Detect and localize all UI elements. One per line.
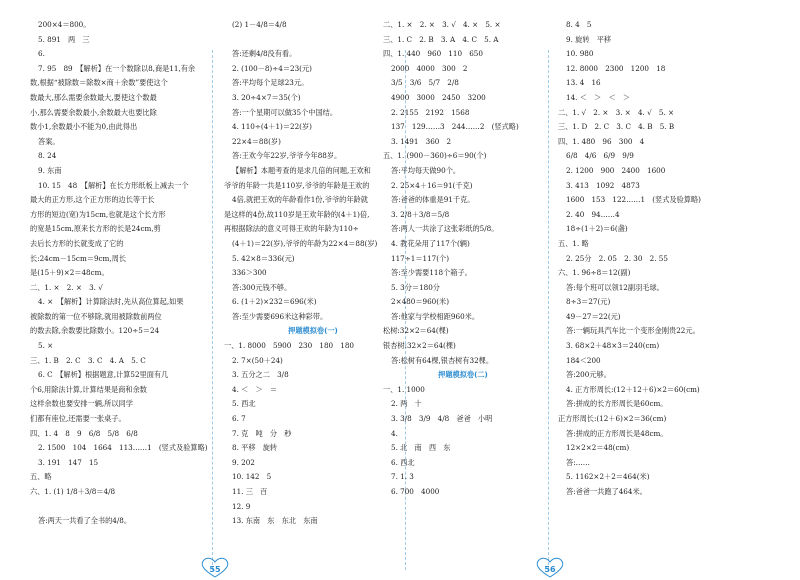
answer-line: 49－27＝22(元)	[566, 311, 621, 321]
answer-line: 4. 正方形周长:(12＋12＋6)×2＝60(cm)	[566, 384, 700, 394]
section-title: 押题模拟卷(一)	[288, 326, 338, 336]
answer-line: 18÷(1＋2)＝6(盏)	[566, 224, 628, 234]
column-divider	[212, 50, 213, 570]
answer-column-2	[224, 18, 402, 529]
answer-line: 6. C 【解析】根据题意,计算52里面有几	[38, 370, 169, 380]
answer-line: 4. × 【解析】计算除法时,先从高位算起,如果	[38, 297, 184, 307]
answer-line: 13. 东南 东 东北 东南	[232, 516, 318, 526]
answer-line: 14. ＜ ＞ ＜ ＞	[566, 92, 631, 102]
answer-line: 10. 142 5	[232, 472, 272, 482]
answer-line: 数小1,余数最小不能为0,由此得出	[30, 122, 138, 132]
answer-line: 5. 1162×2＋2＝464(米)	[566, 472, 650, 482]
answer-line: 2. 25分 2. 05 2. 30 2. 55	[566, 253, 668, 263]
answer-line: 4倍,就把王欢的年龄看作1份,爷爷的年龄就	[232, 195, 368, 205]
answer-line: 7. 1. 3	[391, 472, 414, 482]
answer-line: 答:两天一共看了全书的4/8。	[38, 516, 132, 526]
answer-line: 5. 3分＝180分	[391, 282, 440, 292]
answer-line: 答:至少需要118个箱子。	[391, 268, 472, 278]
answer-line: 答:平均每天做90个。	[391, 165, 461, 175]
page-number-right: 56	[544, 565, 556, 574]
answer-line: 1600 153 122……1 (竖式及验算略)	[566, 195, 701, 205]
answer-line: 小,那么需要余数最小,余数最大也要比除	[30, 107, 157, 117]
answer-line: 长:24cm－15cm＝9cm,周长	[30, 253, 127, 263]
answer-line: 2. 两 十	[391, 399, 422, 409]
answer-line: 12. 8000 2300 1200 18	[566, 63, 666, 73]
answer-line: 答:至少需要696米这种彩带。	[232, 311, 328, 321]
answer-line: 8÷3＝27(元)	[566, 297, 611, 307]
answer-line: 10. 15 48 【解析】在长方形纸板上减去一个	[38, 180, 189, 190]
answer-line: 二、1. × 2. × 3. √ 4. × 5. ×	[383, 20, 501, 29]
answer-line: 4.	[391, 428, 398, 438]
answer-line: (4＋1)＝22(岁),爷爷的年龄为22×4＝88(岁)	[232, 238, 378, 248]
answer-line: 是(15＋9)×2＝48cm。	[30, 268, 109, 278]
answer-line: 5. 北 南 西 东	[391, 443, 451, 453]
answer-column-4	[558, 18, 788, 500]
answer-line: 四、1. 4 8 9 6/8 5/8 6/8	[30, 428, 138, 438]
answer-line: 3. 20÷4×7＝35(个)	[232, 92, 301, 102]
answer-line: 22×4＝88(岁)	[232, 136, 281, 146]
answer-line: 7. 95 89 【解析】在一个数除以8,商是11,有余	[38, 63, 196, 73]
answer-line: 6. 700 4000	[391, 487, 440, 496]
answer-column-1	[30, 18, 208, 529]
answer-line: 8. 平移 旋转	[232, 443, 278, 453]
answer-line: 6. 7	[232, 414, 246, 424]
answer-line: 3. 68×2＋48×3＝240(cm)	[566, 341, 660, 351]
answer-line: 8. 24	[38, 151, 57, 161]
answer-line: 5. 西北	[232, 399, 256, 409]
answer-line: 答:200元够。	[566, 370, 611, 380]
answer-line: 3/5 3/6 5/7 2/8	[391, 78, 459, 88]
answer-line: 们都有座位,还需要一张桌子。	[30, 414, 126, 424]
answer-line: 五、略	[30, 472, 52, 482]
answer-line: 2. 40 94……4	[566, 209, 620, 219]
answer-line: 答:……	[566, 457, 590, 467]
answer-line: 的宽是15cm,原来长方形的长是24cm,剪	[30, 224, 161, 234]
answer-line: 13. 4 16	[566, 78, 601, 88]
answer-line: 三、1. B 2. C 3. C 4. A 5. C	[30, 355, 146, 365]
answer-line: 六、1. (1) 1/8＋3/8＝4/8	[30, 487, 116, 496]
answer-line: 答:还剩4/8没有看。	[232, 49, 297, 59]
answer-line: 答案。	[38, 136, 60, 146]
answer-line: 7. 克 吨 分 秒	[232, 428, 292, 438]
answer-line: 3. 413 1092 4873	[566, 180, 640, 190]
answer-line: 答:拼成的长方形周长是60cm。	[566, 399, 668, 409]
answer-line: 184＜200	[566, 355, 601, 365]
answer-line: 最大的正方形,这个正方形的边长等于长	[30, 195, 155, 205]
answer-line: 数最大,那么需要余数最大,要使这个数最	[30, 92, 157, 102]
answer-line: 8. 4 5	[566, 20, 592, 29]
answer-line: 答:王欢今年22岁,爷爷今年88岁。	[232, 151, 342, 161]
answer-line: 117÷1＝117(个)	[391, 253, 450, 263]
answer-line: 5. 891 两 三	[38, 34, 90, 44]
answer-line: 爷爷的年龄一共是110岁,爷爷的年龄是王欢的	[224, 180, 370, 190]
answer-line: 2. 2155 2192 1568	[391, 107, 470, 117]
answer-line: 3. 五分之二 3/8	[232, 370, 289, 380]
answer-line	[30, 500, 208, 515]
answer-line: 12. 9	[232, 501, 251, 511]
answer-line: 【解析】本题考查的是求几倍的问题,王欢和	[232, 165, 371, 175]
answer-line: 答:一个星期可以做35个中国结。	[232, 107, 338, 117]
answer-line: 答:300元钱不够。	[232, 282, 292, 292]
answer-line: 137 129……3 244……2 (竖式略)	[391, 122, 519, 132]
answer-line: 12×2×2＝48(cm)	[566, 443, 630, 453]
answer-line: 3. 3/8 3/9 4/8 爸爸 小明	[391, 414, 493, 424]
answer-line: 10. 980	[566, 49, 594, 59]
answer-line: 二、1. √ 2. × 3. × 4. √ 5. ×	[558, 107, 675, 117]
answer-line: 松树:32×2＝64(棵)	[383, 326, 449, 336]
answer-line: 5. ×	[38, 341, 54, 351]
answer-line: 2000 4000 300 2	[391, 63, 468, 73]
answer-line: 四、1. 480 96 300 4	[558, 136, 645, 146]
answer-line: 4. ＜ ＞ ＝	[232, 384, 278, 394]
answer-line	[224, 33, 402, 48]
answer-line: 答:每个班可以领12副羽毛球。	[566, 282, 664, 292]
answer-line: 五、1. (900－360)÷6＝90(个)	[383, 151, 487, 161]
answer-line: 五、1. 略	[558, 238, 589, 248]
answer-line: 四、1. 440 960 110 650	[383, 49, 483, 59]
answer-line: 银杏树:32×2＝64(棵)	[383, 341, 456, 351]
page-number-left: 55	[209, 565, 221, 574]
section-title: 押题模拟卷(二)	[438, 370, 488, 380]
answer-line: 答:拼成的正方形周长是48cm。	[566, 428, 668, 438]
answer-line: 6.	[38, 49, 45, 59]
answer-line: 三、1. C 2. B 3. A 4. C 5. A	[383, 34, 499, 44]
answer-line: 2. (100－8)÷4＝23(元)	[232, 63, 312, 73]
answer-line: 6. 西北	[391, 457, 415, 467]
answer-line: 六、1. 96÷8＝12(副)	[558, 268, 631, 278]
answer-line: 三、1. D 2. C 3. C 4. B 5. B	[558, 122, 675, 132]
answer-line: 答:松树有64棵,银杏树有32棵。	[391, 355, 494, 365]
answer-line: 一、1. 1000	[383, 384, 425, 394]
answer-line: 4. 教花朵用了117个(辆)	[391, 238, 470, 248]
answer-line: 4. 110÷(4＋1)＝22(岁)	[232, 122, 312, 132]
answer-line: 3. 2/8＋3/8＝5/8	[391, 209, 450, 219]
answer-line: 2. 1200 900 2400 1600	[566, 165, 666, 175]
answer-line: 2. 7×(50＋24)	[232, 355, 283, 365]
column-divider	[548, 50, 549, 570]
answer-line: 4900 3000 2450 3200	[391, 92, 486, 102]
answer-line: 答:两人一共涂了这张彩纸的5/8。	[391, 224, 499, 234]
answer-line: 11. 三 百	[232, 487, 268, 496]
answer-line: 6/8 4/6 6/9 9/9	[566, 151, 634, 161]
answer-line: 这样余数也要安排一辆,所以同学	[30, 399, 133, 409]
answer-line: 的数去除,余数要比除数小。120÷5＝24	[30, 326, 160, 336]
answer-line: 正方形周长:(12＋6)×2＝36(cm)	[558, 414, 667, 424]
answer-line: 9. 东南	[38, 165, 62, 175]
answer-line: 9. 202	[232, 457, 255, 467]
answer-line: 3. 1491 360 2	[391, 136, 452, 146]
answer-line: 个6,用除法计算,计算结果是商和余数	[30, 384, 147, 394]
answer-line: 答:爸爸的体重是91千克。	[391, 195, 475, 205]
answer-line: 2. 25×4＋16＝91(千克)	[391, 180, 473, 190]
answer-line: 再根据除法的意义可得王欢的年龄为110÷	[224, 224, 359, 234]
answer-line: (2) 1－4/8＝4/8	[232, 20, 287, 29]
answer-line: 数,根据“被除数＝除数×商＋余数”要使这个	[30, 78, 168, 88]
answer-line: 200×4＝800。	[38, 20, 91, 29]
answer-line: 5. 42×8＝336(元)	[232, 253, 295, 263]
answer-line: 一、1. 8000 5900 230 180 180	[224, 341, 355, 351]
answer-line: 方形的短边(宽)为15cm,也就是这个长方形	[30, 209, 166, 219]
answer-line: 3. 191 147 15	[38, 457, 99, 467]
answer-line: 9. 旋转 平移	[566, 34, 612, 44]
answer-line: 6. (1＋2)×232＝696(米)	[232, 297, 317, 307]
answer-column-3	[383, 18, 543, 500]
answer-line: 答:爸爸一共跑了464米。	[566, 487, 647, 496]
answer-line: 被除数的第一位不够除,就用被除数前两位	[30, 311, 162, 321]
answer-line: 2. 1500 104 1664 113……1 (竖式及验算略)	[38, 443, 208, 453]
answer-line: 2×480＝960(米)	[391, 297, 450, 307]
answer-line: 答:平均每个足球23元。	[232, 78, 309, 88]
answer-line: 答:他家与学校相距960米。	[391, 311, 480, 321]
answer-line: 是这样的4份,故110岁是王欢年龄的(4＋1)倍,	[224, 209, 370, 219]
answer-line: 二、1. × 2. × 3. √	[30, 282, 103, 292]
answer-line: 336＞300	[232, 268, 267, 278]
answer-line: 答:一辆玩具汽车比一个变形金刚贵22元。	[566, 326, 700, 336]
answer-line: 去后长方形的长就变成了它的	[30, 238, 124, 248]
